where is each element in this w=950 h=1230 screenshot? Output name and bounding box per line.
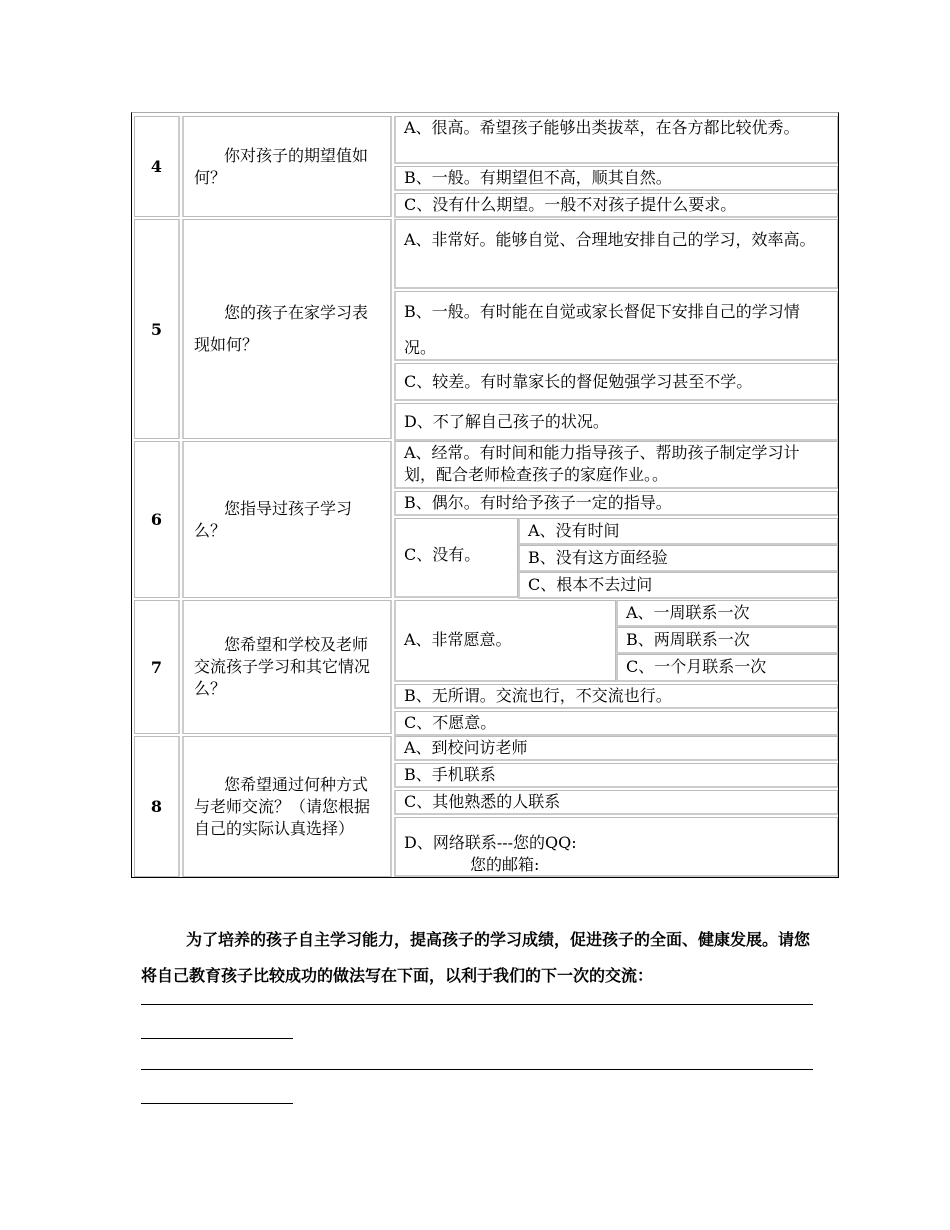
option-b[interactable]: B、一般。有时能在自觉或家长督促下安排自己的学习情况。: [394, 291, 838, 361]
option-b[interactable]: B、偶尔。有时给予孩子一定的指导。: [394, 491, 838, 516]
question-text: 您的孩子在家学习表现如何？: [182, 219, 392, 439]
qq-label: D、网络联系---您的QQ:: [404, 833, 577, 852]
option-b[interactable]: B、手机联系: [394, 763, 838, 788]
question-number: 7: [134, 600, 180, 734]
closing-paragraph: 为了培养的孩子自主学习能力，提高孩子的学习成绩，促进孩子的全面、健康发展。请您将自己教育孩子比较成功的做法写在下面，以利于我们的下一次的交流：: [141, 930, 811, 985]
sub-option-c[interactable]: C、根本不去过问: [518, 572, 838, 599]
option-c[interactable]: C、没有。: [394, 518, 518, 598]
question-number: 6: [134, 441, 180, 598]
option-d[interactable]: D、不了解自己孩子的状况。: [394, 403, 838, 441]
survey-table: [131, 112, 839, 878]
sub-option-b[interactable]: B、没有这方面经验: [518, 545, 838, 572]
question-row-5: [132, 219, 838, 439]
question-text: 您指导过孩子学习么？: [182, 441, 392, 598]
sub-option-b[interactable]: B、两周联系一次: [616, 627, 838, 654]
option-a[interactable]: A、到校问访老师: [394, 736, 838, 761]
question-row-7: [132, 600, 838, 734]
answer-line[interactable]: [141, 1103, 293, 1104]
sub-option-c[interactable]: C、一个月联系一次: [616, 654, 838, 682]
option-a[interactable]: A、很高。希望孩子能够出类拔萃，在各方都比较优秀。: [394, 116, 838, 164]
sub-option-a[interactable]: A、没有时间: [518, 518, 838, 545]
question-row-8: [132, 736, 838, 877]
answer-line[interactable]: [141, 1038, 293, 1039]
answer-line[interactable]: [141, 1004, 813, 1005]
option-c[interactable]: C、其他熟悉的人联系: [394, 790, 838, 815]
sub-option-a[interactable]: A、一周联系一次: [616, 600, 838, 627]
option-b[interactable]: B、一般。有期望但不高，顺其自然。: [394, 166, 838, 191]
question-number: 4: [134, 116, 180, 217]
email-label: 您的邮箱:: [470, 855, 540, 874]
question-number: 5: [134, 219, 180, 439]
question-row-6: [132, 441, 838, 598]
question-text: 你对孩子的期望值如何？: [182, 116, 392, 217]
question-row-4: [132, 116, 838, 217]
option-a[interactable]: A、经常。有时间和能力指导孩子、帮助孩子制定学习计划，配合老师检查孩子的家庭作业。。: [394, 441, 838, 489]
option-a[interactable]: A、非常好。能够自觉、合理地安排自己的学习，效率高。: [394, 219, 838, 289]
answer-line[interactable]: [141, 1069, 813, 1070]
option-d[interactable]: [394, 817, 838, 877]
option-c[interactable]: C、不愿意。: [394, 711, 838, 736]
question-number: 8: [134, 736, 180, 877]
option-a[interactable]: A、非常愿意。: [394, 600, 616, 682]
option-b[interactable]: B、无所谓。交流也行，不交流也行。: [394, 684, 838, 709]
option-c[interactable]: C、没有什么期望。一般不对孩子提什么要求。: [394, 193, 838, 218]
question-text: 您希望和学校及老师交流孩子学习和其它情况么？: [182, 600, 392, 734]
option-c[interactable]: C、较差。有时靠家长的督促勉强学习甚至不学。: [394, 363, 838, 401]
question-text: 您希望通过何种方式与老师交流？（请您根据自己的实际认真选择）: [182, 736, 392, 877]
